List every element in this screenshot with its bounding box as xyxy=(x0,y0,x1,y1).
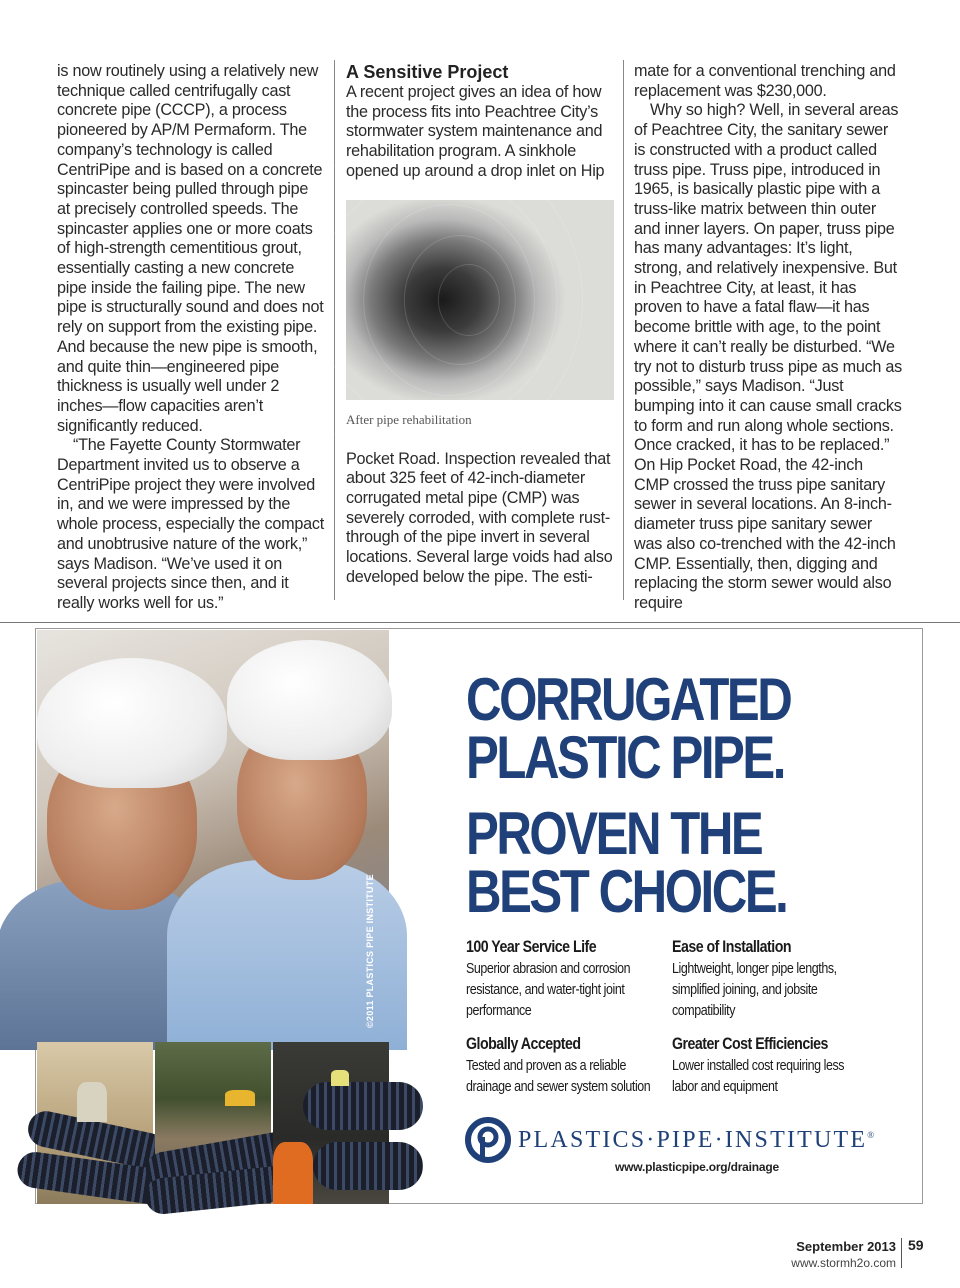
pipe-install-photo-3 xyxy=(273,1042,389,1204)
photo-caption: After pipe rehabilitation xyxy=(346,411,472,427)
photo-credit: ©2011 PLASTICS PIPE INSTITUTE xyxy=(365,874,375,1028)
section-heading: A Sensitive Project xyxy=(346,62,509,82)
article-paragraph: Why so high? Well, in several areas of Peachtree City, the sanitary sewer is constructed with a product called truss pipe. Truss pipe, introduced in 1965, is basically plastic pipe with a truss-like matrix between thin outer and inner layers. On paper, truss pipe has many advantages: It’s light, strong, and relatively inexpensive. But in Peachtree City, at least, it has proven to have a fatal flaw—it has become brittle with age, to the point where it can’t really be disturbed. “We try not to disturb truss pipe as much as possible,” says Madison. “Just bumping into it can cause small cracks to form and run along whole sections. Once cracked, it has to be replaced.” On Hip Pocket Road, the 42-inch CMP crossed the truss pipe sanitary sewer in several locations. An 8-inch-diameter truss pipe sanitary sewer was also co-trenched with the 42-inch CMP. Essentially, then, digging and replacing the storm sewer would also require xyxy=(634,101,903,612)
article-column-2 xyxy=(346,62,614,598)
feature-globally-accepted xyxy=(466,1034,666,1098)
article-paragraph: “The Fayette County Stormwater Department invited us to observe a CentriPipe project they were involved in, and we were impressed by the whole process, especially the compact and unobtrusive nature of the work,” says Madison. “We’ve used it on several projects since then, and it really works well for us.” xyxy=(57,436,324,612)
registered-mark: ® xyxy=(867,1130,877,1140)
feature-description: Superior abrasion and corrosion resistance, and water-tight joint performance xyxy=(466,961,631,1019)
ppi-logo-icon xyxy=(466,1115,510,1165)
headline-line: PROVEN THE xyxy=(466,800,762,867)
page-number: 59 xyxy=(908,1237,924,1253)
feature-description: Tested and proven as a reliable drainage and sewer system solution xyxy=(466,1058,651,1095)
article-paragraph: is now routinely using a relatively new technique called centrifugally cast concrete pipe (CCCP), a process pioneered by AP/M Permaform. The company’s technology is called CentriPipe and is based on a concrete spincaster being pulled through pipe at precisely controlled speeds. The spincaster applies one or more coats of high-strength cementitious grout, essentially casting a new concrete pipe inside the failing pipe. The new pipe is structurally sound and does not rely on support from the existing pipe. And because the new pipe is smooth, and quite thin—engineered pipe thickness is usually well under 2 inches—flow capacities aren’t significantly reduced. xyxy=(57,62,324,435)
feature-title: Globally Accepted xyxy=(466,1035,581,1053)
issue-date: September 2013 xyxy=(796,1239,896,1254)
column-divider xyxy=(623,60,624,600)
ad-url-link[interactable]: www.plasticpipe.org/drainage xyxy=(615,1160,779,1174)
plastics-pipe-advertisement xyxy=(35,628,923,1204)
section-divider xyxy=(0,622,960,623)
feature-title: 100 Year Service Life xyxy=(466,938,597,956)
pipe-rehabilitation-photo xyxy=(346,200,614,400)
feature-description: Lightweight, longer pipe lengths, simplified joining, and jobsite compatibility xyxy=(672,961,837,1019)
headline-line: BEST CHOICE. xyxy=(466,858,787,925)
website-url[interactable]: www.stormh2o.com xyxy=(791,1256,896,1270)
ad-headline-1 xyxy=(466,666,791,791)
pipe-install-photo-2 xyxy=(155,1042,271,1204)
feature-title: Greater Cost Efficiencies xyxy=(672,1035,828,1053)
ppi-logo-text xyxy=(518,1127,876,1154)
article-paragraph: mate for a conventional trenching and replacement was $230,000. xyxy=(634,62,896,100)
feature-title: Ease of Installation xyxy=(672,938,792,956)
article-paragraph: Pocket Road. Inspection revealed that about 325 feet of 42-inch-diameter corrugated metal pipe (CMP) was severely corroded, with complete rust-through of the pipe invert in several locations. Several large voids had also developed below the pipe. The esti- xyxy=(346,449,613,586)
headline-line: PLASTIC PIPE. xyxy=(466,724,784,791)
ad-headline-2 xyxy=(466,800,787,925)
feature-description: Lower installed cost requiring less labor and equipment xyxy=(672,1058,845,1095)
feature-cost-efficiencies xyxy=(672,1034,872,1098)
pipe-install-photo-1 xyxy=(37,1042,153,1204)
workers-hardhats-photo xyxy=(37,630,389,1040)
footer-divider xyxy=(901,1238,902,1268)
headline-line: CORRUGATED xyxy=(466,666,791,733)
feature-service-life xyxy=(466,937,666,1022)
logo-wordmark: PLASTICS·PIPE·INSTITUTE xyxy=(518,1127,868,1153)
article-paragraph: A recent project gives an idea of how the process fits into Peachtree City’s stormwater system maintenance and rehabilitation program. A sinkhole opened up around a drop inlet on Hip xyxy=(346,83,605,180)
article-column-3 xyxy=(634,62,903,612)
feature-installation xyxy=(672,937,872,1022)
